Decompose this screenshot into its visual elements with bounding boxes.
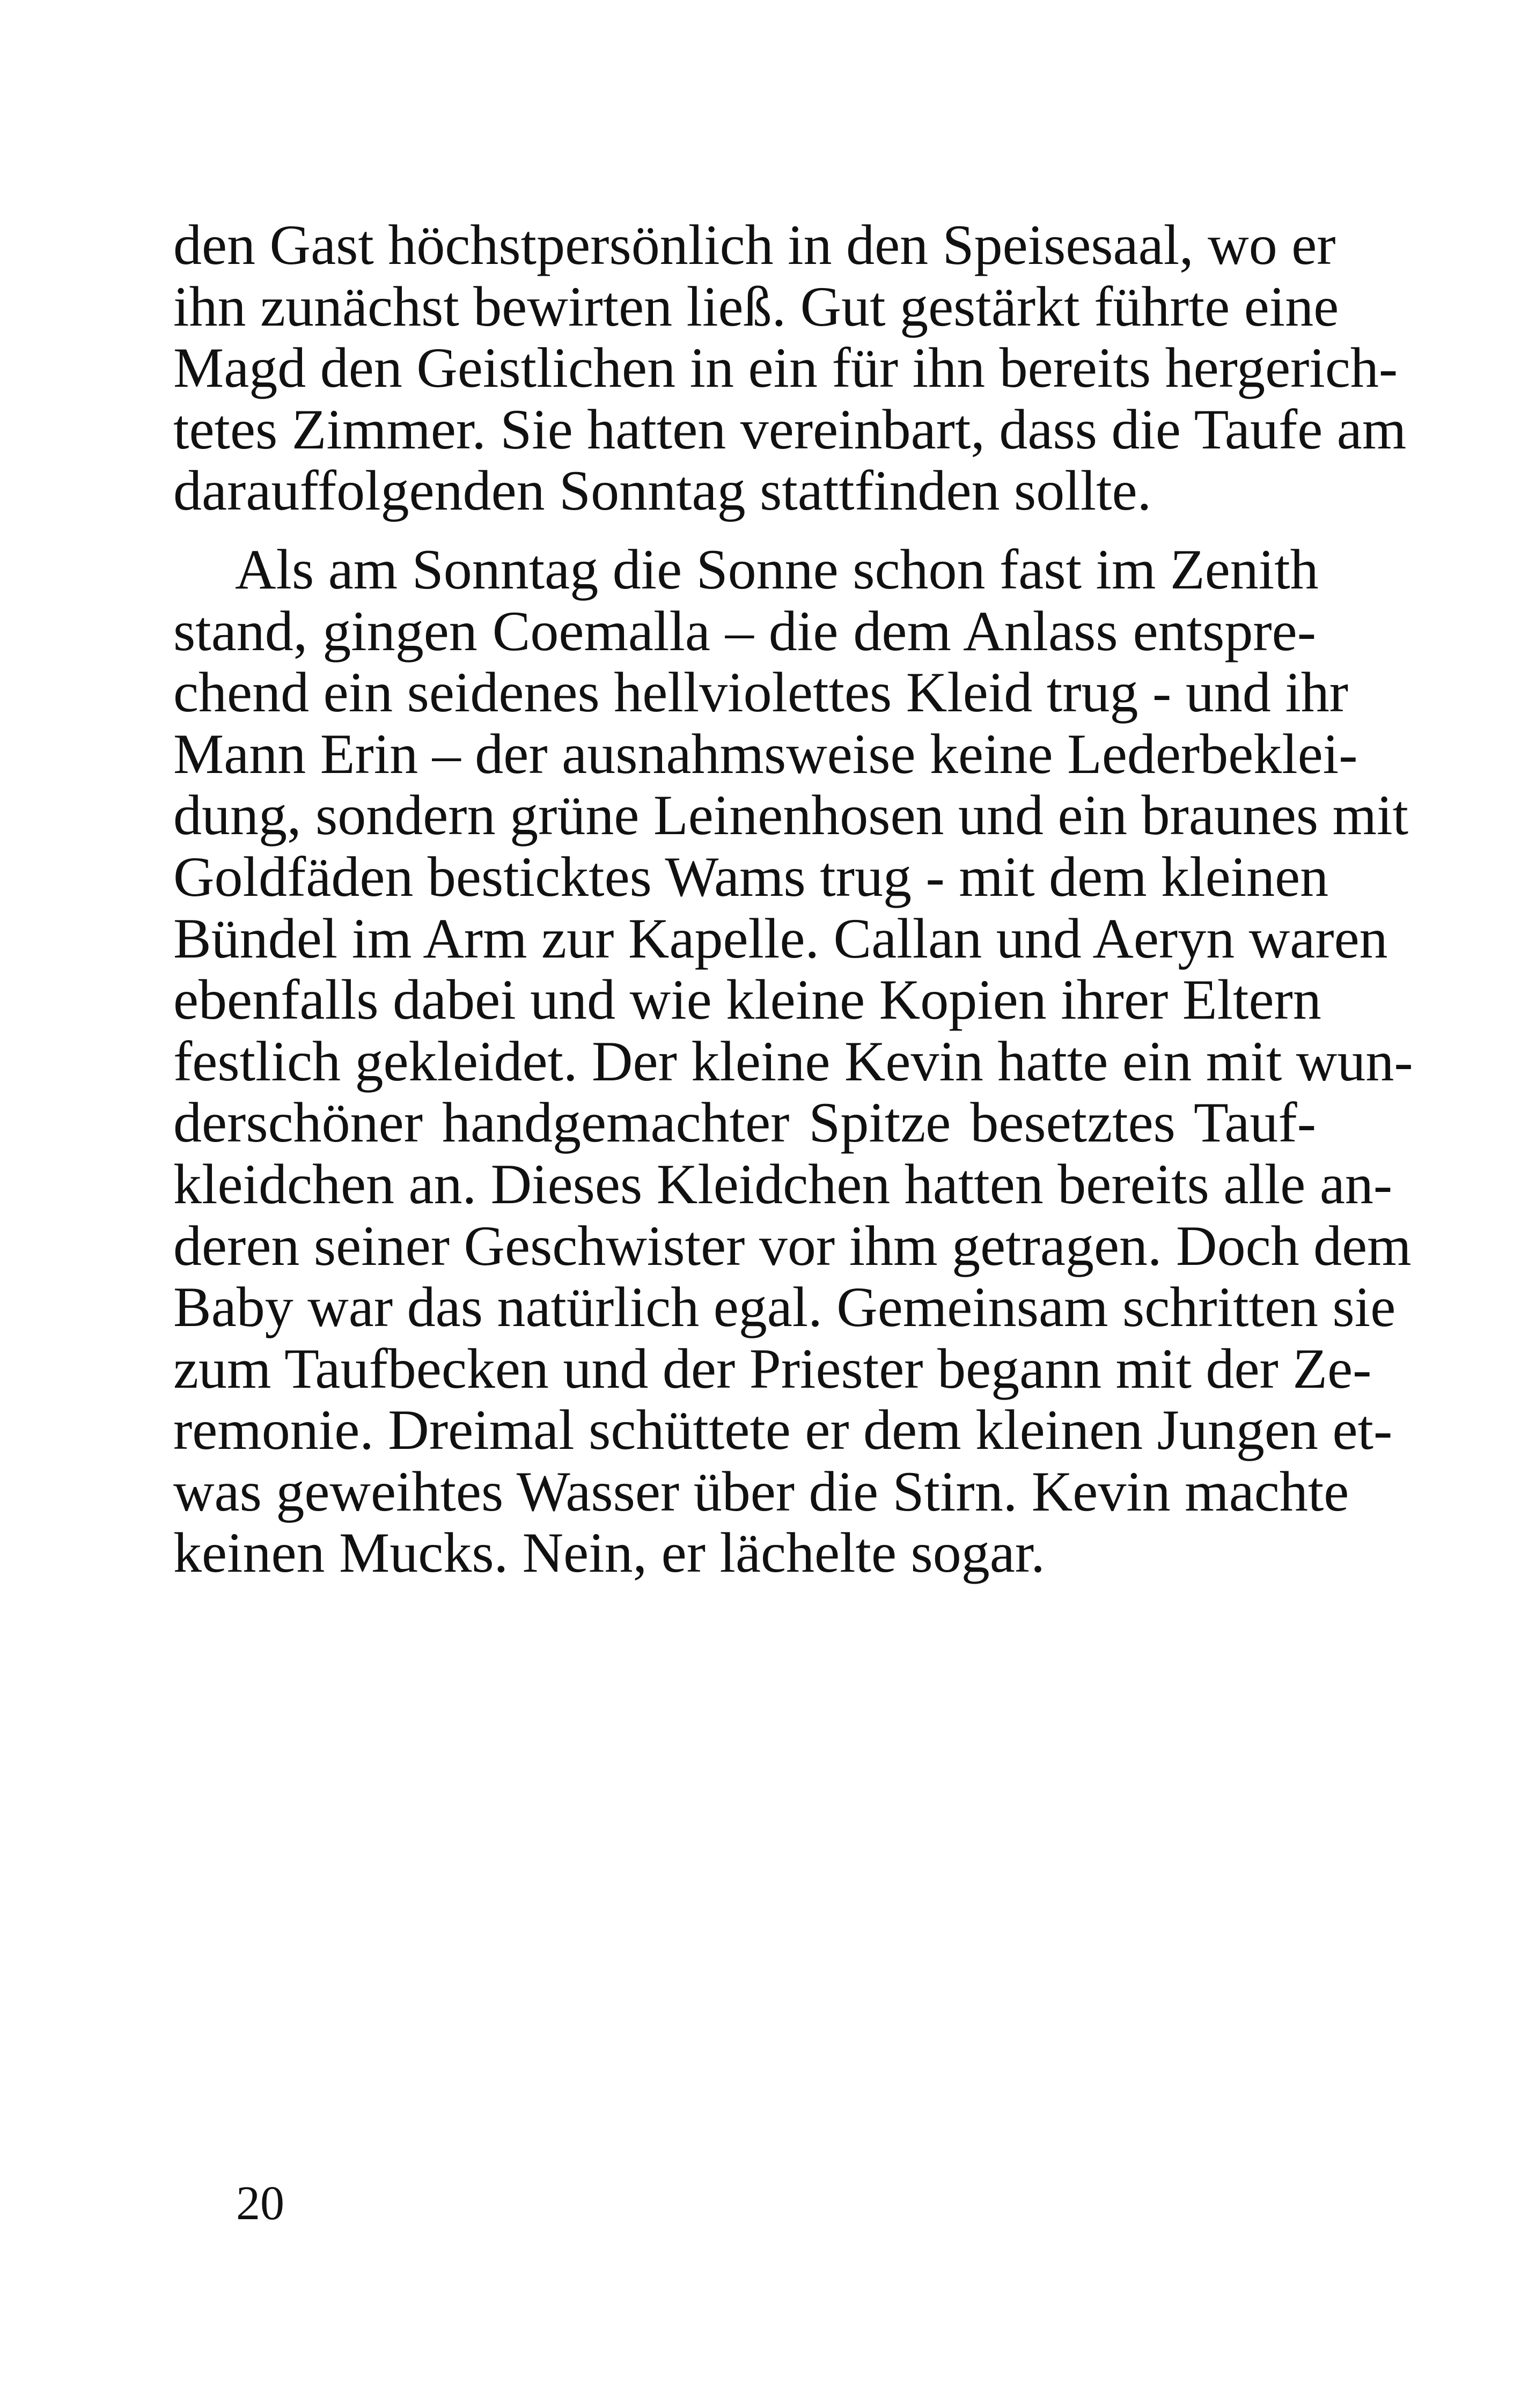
text-line: ihn zunächst bewirten ließ. Gut gestärkt führte eine [173,275,1339,338]
text-line: den Gast höchstpersönlich in den Speisesaal, wo er [173,213,1336,276]
text-line: festlich gekleidet. Der kleine Kevin hatte ein mit wun- [173,1029,1413,1093]
body-text [173,213,1413,1585]
text-line: kleidchen an. Dieses Kleidchen hatten bereits alle an- [173,1152,1393,1216]
text-line: deren seiner Geschwister vor ihm getragen. Doch dem [173,1214,1412,1277]
text-line: darauffolgenden Sonntag stattfinden sollte. [173,459,1152,522]
text-line: keinen Mucks. Nein, er lächelte sogar. [173,1521,1045,1585]
page-number: 20 [236,2177,284,2230]
text-line: Mann Erin – der ausnahmsweise keine Lederbeklei- [173,722,1358,785]
text-line: Magd den Geistlichen in ein für ihn bereits hergerich- [173,336,1398,400]
text-line: derschöner handgemachter Spitze besetztes Tauf- [173,1091,1316,1154]
paragraph-1 [173,213,1407,522]
text-line: Als am Sonntag die Sonne schon fast im Zenith [235,537,1319,601]
text-line: was geweihtes Wasser über die Stirn. Kevin machte [173,1460,1349,1523]
text-line: tetes Zimmer. Sie hatten vereinbart, dass die Taufe am [173,397,1407,461]
text-line: remonie. Dreimal schüttete er dem kleinen Jungen et- [173,1398,1393,1462]
text-line: stand, gingen Coemalla – die dem Anlass entspre- [173,599,1316,662]
text-line: ebenfalls dabei und wie kleine Kopien ihrer Eltern [173,968,1321,1032]
text-line: dung, sondern grüne Leinenhosen und ein braunes mit [173,784,1409,847]
text-line: chend ein seidenes hellviolettes Kleid trug - und ihr [173,661,1349,724]
text-line: Bündel im Arm zur Kapelle. Callan und Aeryn waren [173,907,1388,970]
text-line: zum Taufbecken und der Priester begann mit der Ze- [173,1337,1372,1400]
paragraph-spacer [173,522,1316,539]
text-line: Baby war das natürlich egal. Gemeinsam schritten sie [173,1276,1396,1339]
text-line: Goldfäden besticktes Wams trug - mit dem kleinen [173,845,1329,908]
paragraph-2 [173,537,1413,1585]
